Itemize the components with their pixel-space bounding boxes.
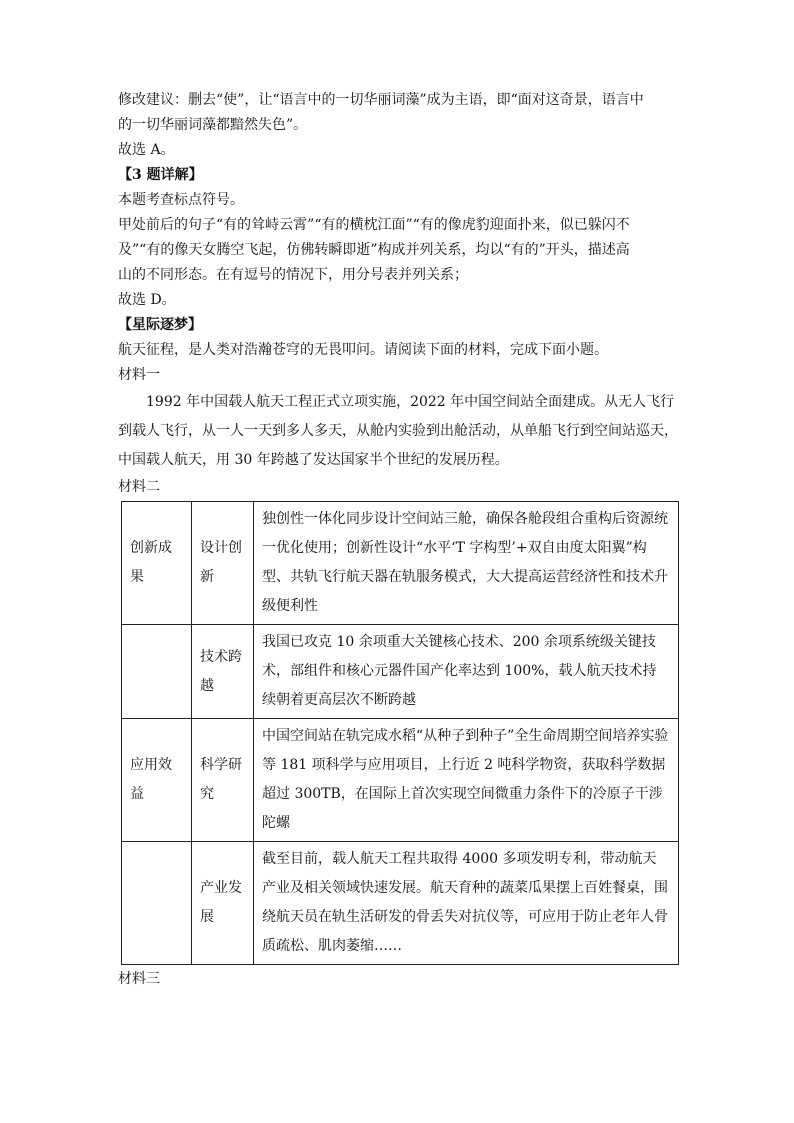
table-cell: 中国空间站在轨完成水稻“从种子到种子”全生命周期空间培养实验等 181 项科学与应用项目，上行近 2 吨科学物资，获取科学数据超过 300TB，在国际上首次实现空间微重力条件下的冷原子干涉陀螺 [254,719,679,842]
table-row [122,502,679,625]
table-row [122,842,679,965]
table-cell: 产业发展 [192,842,254,965]
text-line: 故选 A。 [118,142,175,158]
table-cell [122,625,192,719]
table-cell: 技术跨越 [192,625,254,719]
table-cell: 设计创新 [192,502,254,625]
text-line: 本题考查标点符号。 [118,192,244,208]
document-page [118,88,678,992]
text-line: 故选 D。 [118,292,176,308]
table-cell: 创新成果 [122,502,192,625]
table-row [122,625,679,719]
section-heading: 【星际逐梦】 [118,317,202,333]
table-cell [122,842,192,965]
material-label: 材料三 [118,971,160,987]
text-line: 修改建议：删去“使”，让“语言中的一切华丽词藻”成为主语，即“面对这奇景，语言中 [118,92,644,108]
material-one-paragraph: 1992 年中国载人航天工程正式立项实施，2022 年中国空间站全面建成。从无人飞行到载人飞行，从一人一天到多人多天，从舱内实验到出舱活动，从单船飞行到空间站巡天，中国载人航天，用 30 年跨越了发达国家半个世纪的发展历程。 [118,394,678,468]
section-heading: 【3 题详解】 [118,167,203,183]
material-label: 材料一 [118,367,160,383]
table-row [122,719,679,842]
text-line: 及”“有的像天女腾空飞起，仿佛转瞬即逝”构成并列关系，均以“有的”开头，描述高 [118,242,630,258]
table-cell: 我国已攻克 10 余项重大关键核心技术、200 余项系统级关键技术，部组件和核心元器件国产化率达到 100%，载人航天技术持续朝着更高层次不断跨越 [254,625,679,719]
text-line: 航天征程，是人类对浩瀚苍穹的无畏叩问。请阅读下面的材料，完成下面小题。 [118,342,608,358]
text-line: 甲处前后的句子“有的耸峙云霄”“有的横枕江面”“有的像虎豹迎面扑来，似已躲闪不 [118,217,630,233]
material-two-table [121,501,679,965]
material-label: 材料二 [118,479,160,495]
table-cell: 应用效益 [122,719,192,842]
table-cell: 科学研究 [192,719,254,842]
text-line: 的一切华丽词藻都黯然失色”。 [118,117,308,133]
text-line: 山的不同形态。在有逗号的情况下，用分号表并列关系； [118,267,468,283]
table-cell: 截至目前，载人航天工程共取得 4000 多项发明专利，带动航天产业及相关领域快速发展。航天育种的蔬菜瓜果摆上百姓餐桌，围绕航天员在轨生活研发的骨丢失对抗仪等，可应用于防止老年人骨质疏松、肌肉萎缩…… [254,842,679,965]
table-cell: 独创性一体化同步设计空间站三舱，确保各舱段组合重构后资源统一优化使用；创新性设计“水平‘T 字构型’+双自由度太阳翼”构型、共轨飞行航天器在轨服务模式，大大提高运营经济性和技术升级便利性 [254,502,679,625]
